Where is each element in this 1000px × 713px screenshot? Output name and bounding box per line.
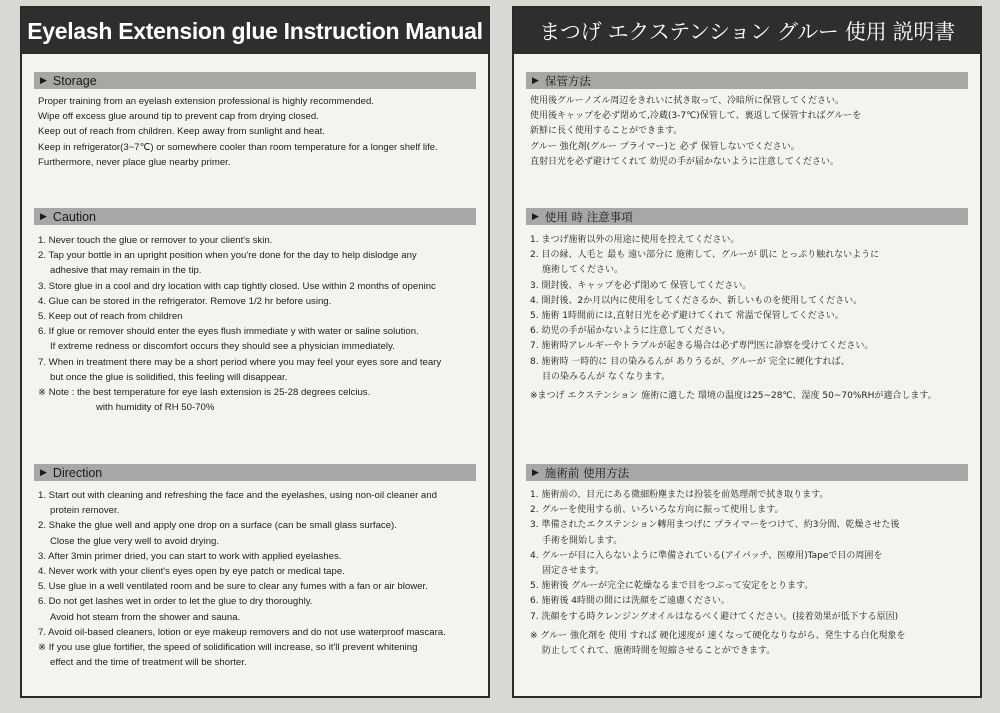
body-line: 6. 幼児の手が届かないように注意してください。: [530, 326, 731, 337]
direction-body: [38, 488, 478, 670]
body-line: If extreme redness or discomfort occurs they should see a physician immediately.: [50, 341, 395, 353]
storage-body-jp: [530, 94, 970, 170]
body-line: 直射日光を必ず避けてくれて 幼児の手が届かないように注意してください。: [530, 156, 839, 167]
body-line: 2. Shake the glue well and apply one drop on a surface (can be small glass surface).: [38, 520, 397, 532]
triangle-bullet-icon: ▶: [532, 211, 539, 222]
body-line: 手術を開始します。: [542, 535, 623, 546]
direction-body-jp: [530, 488, 970, 659]
body-line: 6. Do not get lashes wet in order to let the glue to dry thoroughly.: [38, 596, 313, 608]
body-line: Avoid hot steam from the shower and sauna.: [50, 611, 241, 623]
body-line: 5. Keep out of reach from children: [38, 311, 183, 323]
storage-body: [38, 94, 478, 170]
body-line: protein remover.: [50, 505, 120, 517]
triangle-bullet-icon: ▶: [532, 467, 539, 478]
body-line: 7. When in treatment there may be a short period where you may feel your eyes sore and teary: [38, 356, 442, 368]
body-line: グルー 強化剤(グルー プライマー)と 必ず 保管しないでください。: [530, 141, 800, 152]
body-line: 使用後キャップを必ず閉めて,冷蔵(3-7℃)保管して、裏返して保管すればグルーを: [530, 111, 862, 122]
body-line: 7. Avoid oil-based cleaners, lotion or eye makeup removers and do not use waterproof mascara.: [38, 626, 446, 638]
body-line: 2. グルーを使用する前、いろいろな方向に振って使用します。: [530, 505, 784, 516]
body-line: 8. 施術時 一時的に 目の染みるんが ありうるが、グルーが 完全に硬化すれば、: [530, 356, 850, 367]
body-line: 新鮮に長く使用することができます。: [530, 126, 683, 137]
body-line: 7. 施術時アレルギーやトラブルが起きる場合は必ず専門医に診察を受けてください。: [530, 341, 874, 352]
body-line: ※ Note : the best temperature for eye lash extension is 25-28 degrees celcius.: [38, 387, 371, 399]
body-line: 5. Use glue in a well ventilated room and be sure to clear any fumes with a fan or air blower.: [38, 581, 428, 593]
caution-heading: [34, 208, 476, 225]
body-line: 4. グルーが目に入らないように準備されている(アイパッチ、医療用)Tapeで目の周囲を: [530, 550, 883, 561]
body-line: 5. 施術 1時間前には,直射日光を必ず避けてくれて 常温で保管してください。: [530, 311, 844, 322]
triangle-bullet-icon: ▶: [40, 75, 47, 85]
triangle-bullet-icon: ▶: [40, 211, 47, 221]
storage-heading-label: Storage: [52, 73, 97, 88]
english-title: Eyelash Extension glue Instruction Manual: [22, 8, 488, 54]
body-line: ※ If you use glue fortifier, the speed of solidification will increase, so it'll prevent whitening: [38, 642, 418, 654]
body-line: 施術してください。: [542, 265, 624, 276]
storage-heading: [34, 72, 476, 89]
body-line: 1. 施術前の、目元にある微細粉塵または扮装を前処理剤で拭き取ります。: [530, 490, 829, 500]
body-line: ※まつげ エクステンション 施術に適した 環境の温度は25~28℃、湿度 50~70%RHが適合します。: [530, 391, 937, 402]
triangle-bullet-icon: ▶: [532, 75, 539, 86]
body-line: 6. 施術後 4時間の間には洗顔をご遠慮ください。: [530, 596, 731, 607]
body-line: 2. 目の縁、人毛と 最も 遠い部分に 施術して、グルーが 肌に とっぷり触れないように: [530, 250, 880, 261]
caution-body-jp: [530, 233, 970, 404]
body-line: Keep out of reach from children. Keep away from sunlight and heat.: [38, 126, 325, 138]
body-line: 使用後グルーノズル周辺をきれいに拭き取って、冷暗所に保管してください。: [530, 96, 845, 106]
japanese-manual-panel: [512, 6, 982, 698]
storage-heading-jp: [526, 72, 968, 89]
body-line: Wipe off excess glue around tip to prevent cap from drying closed.: [38, 111, 319, 123]
direction-heading-label: Direction: [52, 465, 103, 480]
body-line: 1. まつげ施術以外の用途に使用を控えてください。: [530, 235, 740, 245]
body-line: 3. 開封後、キャップを必ず閉めて 保管してください。: [530, 280, 752, 291]
body-line: 目の染みるんが なくなります。: [542, 371, 671, 382]
body-line: 2. Tap your bottle in an upright position when you're done for the day to help dislodge any: [38, 250, 417, 262]
body-line: 4. Never work with your client's eyes open by eye patch or medical tape.: [38, 566, 345, 578]
body-line: 3. 準備されたエクステンション轉用まつげに プライマーをつけて、約3分間、乾燥させた後: [530, 520, 900, 531]
caution-heading-jp: [526, 208, 968, 225]
direction-heading-jp: [526, 464, 968, 481]
body-line: 1. Start out with cleaning and refreshing the face and the eyelashes, using non-oil cleaner and: [38, 490, 437, 501]
direction-heading: [34, 464, 476, 481]
body-line: 固定させます。: [542, 566, 605, 577]
body-line: with humidity of RH 50-70%: [96, 402, 215, 414]
storage-heading-jp-label: 保管方法: [544, 73, 591, 88]
english-manual-panel: [20, 6, 490, 698]
body-line: 3. After 3min primer dried, you can start to work with applied eyelashes.: [38, 550, 342, 562]
japanese-title: まつげ エクステンション グルー 使用 説明書: [514, 8, 980, 54]
body-line: 4. Glue can be stored in the refrigerator. Remove 1/2 hr before using.: [38, 295, 332, 307]
body-line: 4. 開封後、2か月以内に使用をしてくださるか、新しいものを使用してください。: [530, 295, 863, 306]
direction-heading-jp-label: 施術前 使用方法: [544, 465, 630, 480]
body-line: effect and the time of treatment will be shorter.: [50, 657, 247, 669]
body-line: Close the glue very well to avoid drying.: [50, 535, 220, 547]
body-line: 1. Never touch the glue or remover to your client's skin.: [38, 235, 273, 246]
body-line: but once the glue is solidified, this feeling will disappear.: [50, 371, 288, 383]
body-line: 5. 施術後 グルーが完全に乾燥なるまで目をつぶって安定をとります。: [530, 581, 814, 592]
triangle-bullet-icon: ▶: [40, 467, 47, 477]
body-line: 3. Store glue in a cool and dry location with cap tightly closed. Use within 2 months of openinc: [38, 280, 436, 292]
body-line: Proper training from an eyelash extension professional is highly recommended.: [38, 96, 374, 107]
caution-heading-jp-label: 使用 時 注意事項: [544, 209, 633, 224]
body-line: ※ グルー 強化剤を 使用 すれば 硬化速度が 速くなって硬化なりながら、発生する白化現象を: [530, 630, 906, 641]
body-line: adhesive that may remain in the tip.: [50, 265, 202, 277]
caution-heading-label: Caution: [52, 209, 97, 224]
body-line: Furthermore, never place glue nearby primer.: [38, 156, 231, 168]
body-line: Keep in refrigerator(3~7℃) or somewhere cooler than room temperature for a longer shelf life.: [38, 141, 438, 153]
body-line: 6. If glue or remover should enter the eyes flush immediate y with water or saline solution.: [38, 326, 419, 338]
body-line: 7. 洗顔をする時クレンジングオイルはなるべく避けてください。(接着効果が低下する原因): [530, 611, 899, 622]
caution-body: [38, 233, 478, 415]
body-line: 防止してくれて、施術時間を短縮させることができます。: [542, 646, 776, 657]
